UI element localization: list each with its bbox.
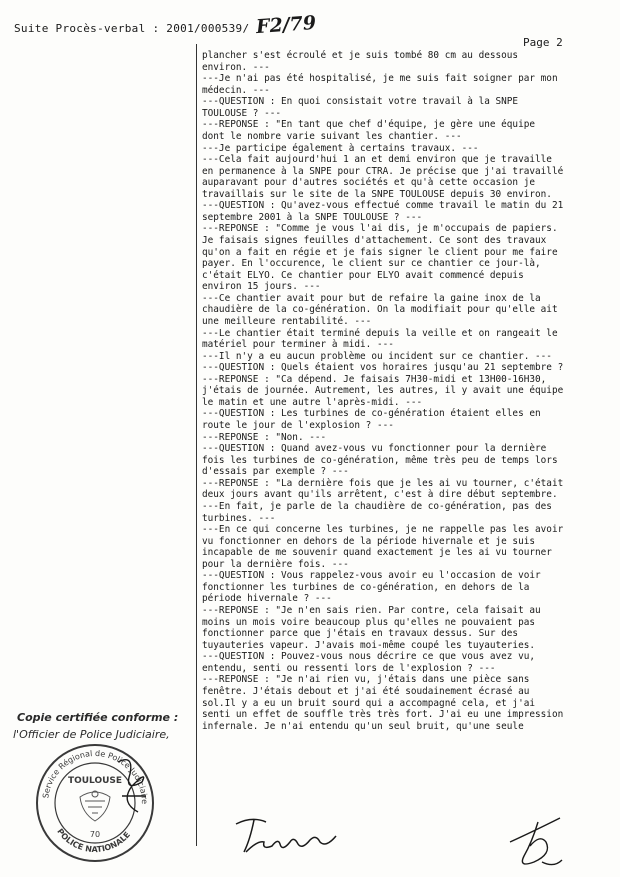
- statement-line: ---REPONSE : "Ca dépend. Je faisais 7H30-midi et 13H00-16H30,: [202, 373, 547, 385]
- certification-line-2: l'Officier de Police Judiciaire,: [13, 728, 170, 741]
- statement-line: fonctionner parce que j'étais en travaux dessus. Sur des: [202, 628, 519, 640]
- statement-line: incapable de me souvenir quand exactement je les ai vu tourner: [202, 547, 552, 559]
- statement-line: ---REPONSE : "Comme je vous l'ai dis, je m'occupais de papiers.: [202, 223, 558, 235]
- margin-rule: [196, 44, 197, 846]
- statement-line: fenêtre. J'étais debout et j'ai été soudainement écrasé au: [202, 685, 530, 697]
- statement-line: en permanence à la SNPE pour CTRA. Je précise que j'ai travaillé: [202, 165, 564, 177]
- statement-line: ---Il n'y a eu aucun problème ou incident sur ce chantier. ---: [202, 350, 552, 362]
- statement-line: ---En fait, je parle de la chaudière de co-génération, pas des: [202, 500, 552, 512]
- statement-line: chaudière de la co-génération. On la modifiait pour qu'elle ait: [202, 304, 558, 316]
- seal-city: TOULOUSE: [67, 776, 123, 786]
- statement-line: ---QUESTION : Vous rappelez-vous avoir eu l'occasion de voir: [202, 570, 541, 582]
- seal-emblem-icon: [80, 791, 110, 821]
- handwritten-reference: F2/79: [255, 11, 317, 39]
- statement-line: une meilleure rentabilité. ---: [202, 315, 372, 327]
- page-number: Page 2: [523, 36, 563, 49]
- statement-line: période hivernale ? ---: [202, 593, 332, 605]
- statement-line: médecin. ---: [202, 84, 270, 96]
- statement-line: environ. ---: [202, 61, 270, 73]
- statement-line: fonctionner les turbines de co-génération, en dehors de la: [202, 581, 530, 593]
- statement-line: ---QUESTION : Qu'avez-vous effectué comme travail le matin du 21: [202, 200, 564, 212]
- statement-line: vu fonctionner en dehors de la période hivernale et je suis: [202, 535, 536, 547]
- statement-line: ---Le chantier était terminé depuis la veille et on rangeait le: [202, 327, 558, 339]
- opj-signature-icon: [112, 752, 152, 822]
- statement-line: d'essais par exemple ? ---: [202, 466, 349, 478]
- header-procès-verbal-ref: Suite Procès-verbal : 2001/000539/: [14, 22, 250, 35]
- statement-line: ---QUESTION : Les turbines de co-génération étaient elles en: [202, 408, 541, 420]
- statement-line: ---REPONSE : "La dernière fois que je les ai vu tourner, c'était: [202, 477, 564, 489]
- statement-line: le matin et une autre l'après-midi. ---: [202, 396, 423, 408]
- statement-line: environ 15 jours. ---: [202, 281, 321, 293]
- statement-line: dont le nombre varie suivant les chantier. ---: [202, 130, 462, 142]
- statement-line: ---Cela fait aujourd'hui 1 an et demi environ que je travaille: [202, 154, 552, 166]
- statement-line: Je faisais signes feuilles d'attachement. Ce sont des travaux: [202, 235, 547, 246]
- statement-line: c'était ELYO. Ce chantier pour ELYO avait commencé depuis: [202, 269, 524, 281]
- statement-body: [202, 50, 606, 732]
- statement-line: ---REPONSE : "En tant que chef d'équipe, je gère une équipe: [202, 119, 536, 131]
- statement-line: plancher s'est écroulé et je suis tombé 80 cm au dessous: [202, 50, 519, 61]
- statement-line: ---REPONSE : "Je n'en sais rien. Par contre, cela faisait au: [202, 605, 541, 616]
- statement-line: entendu, senti ou ressenti lors de l'explosion ? ---: [202, 662, 496, 674]
- statement-line: ---REPONSE : "Non. ---: [202, 431, 327, 443]
- statement-line: ---REPONSE : "Je n'ai rien vu, j'étais dans une pièce sans: [202, 674, 530, 686]
- seal-outer-text: Service Régional de Police Judiciaire: [41, 748, 150, 805]
- certification-line-1: Copie certifiée conforme :: [17, 711, 179, 724]
- statement-line: fois les turbines de co-génération, même très peu de temps lors: [202, 454, 558, 466]
- statement-line: auparavant pour d'autres sociétés et qu'à cette occasion je: [202, 177, 536, 189]
- statement-line: ---QUESTION : Quels étaient vos horaires jusqu'au 21 septembre ?: [202, 362, 564, 374]
- statement-line: ---Je n'ai pas été hospitalisé, je me suis fait soigner par mon: [202, 73, 558, 85]
- statement-line: septembre 2001 à la SNPE TOULOUSE ? ---: [202, 211, 423, 223]
- statement-line: travaillais sur le site de la SNPE TOULOUSE depuis 30 environ.: [202, 188, 552, 200]
- statement-line: route le jour de l'explosion ? ---: [202, 420, 394, 431]
- statement-line: matériel pour terminer à midi. ---: [202, 339, 394, 351]
- statement-line: turbines. ---: [202, 512, 276, 524]
- seal-number: 70: [89, 830, 101, 839]
- witness-signature-icon: [232, 812, 342, 857]
- statement-line: payer. En l'occurence, le client sur ce chantier ce jour-là,: [202, 258, 541, 270]
- statement-line: senti un effet de souffle très très fort. J'ai eu une impression: [202, 709, 564, 721]
- statement-line: TOULOUSE ? ---: [202, 107, 282, 119]
- statement-line: pour la dernière fois. ---: [202, 558, 349, 570]
- statement-line: ---QUESTION : Pouvez-vous nous décrire ce que vous avez vu,: [202, 651, 536, 663]
- statement-line: ---En ce qui concerne les turbines, je ne rappelle pas les avoir: [202, 524, 564, 536]
- statement-line: infernale. Je n'ai entendu qu'un seul bruit, qu'une seule: [202, 720, 524, 732]
- officer-signature-icon: [502, 812, 572, 872]
- statement-line: sol.Il y a eu un bruit sourd qui a accompagné cela, et j'ai: [202, 697, 536, 709]
- seal-bottom-text: POLICE NATIONALE: [55, 827, 133, 855]
- statement-line: ---Je participe également à certains travaux. ---: [202, 142, 479, 154]
- statement-line: ---QUESTION : En quoi consistait votre travail à la SNPE: [202, 96, 519, 108]
- statement-line: ---Ce chantier avait pour but de refaire la gaine inox de la: [202, 292, 541, 304]
- statement-line: deux jours avant qu'ils arrêtent, c'est à dire début septembre.: [202, 489, 558, 501]
- statement-line: j'étais de journée. Autrement, les autres, il y avait une équipe: [202, 385, 564, 397]
- statement-line: ---QUESTION : Quand avez-vous vu fonctionner pour la dernière: [202, 443, 547, 455]
- statement-line: qu'on a fait en régie et je fais signer le client pour me faire: [202, 246, 558, 258]
- statement-line: moins un mois voire beaucoup plus qu'elles ne pouvaient pas: [202, 616, 536, 628]
- statement-line: tuyauteries vapeur. J'avais moi-même coupé les tuyauteries.: [202, 639, 536, 651]
